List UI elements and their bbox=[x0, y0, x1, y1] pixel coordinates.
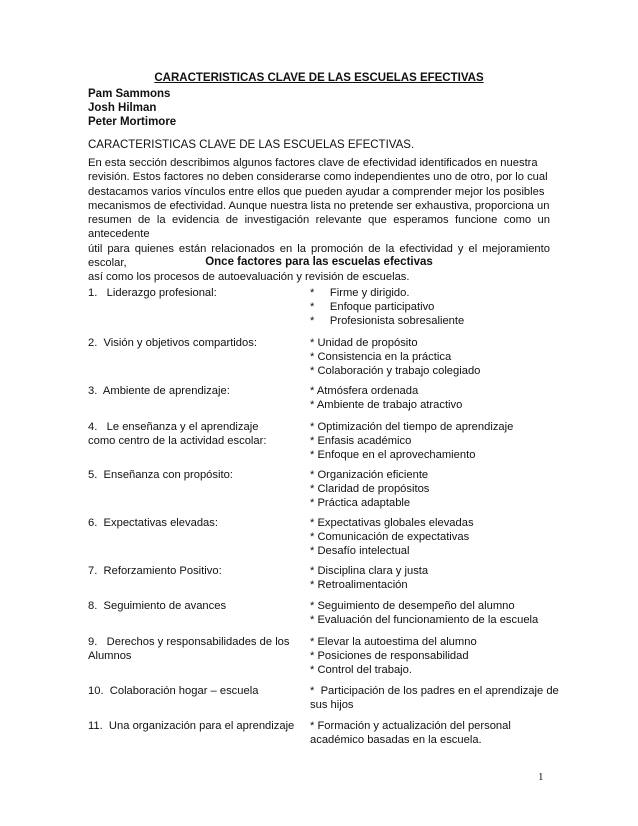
factor-item: * Elevar la autoestima del alumno bbox=[310, 636, 477, 648]
factor-item: * Seguimiento de desempeño del alumno bbox=[310, 600, 515, 612]
intro-line: resumen de la evidencia de investigación relevante que esperamos funcione como un antecedente bbox=[88, 214, 550, 241]
author-1: Pam Sammons bbox=[88, 88, 171, 100]
factor-items bbox=[310, 421, 550, 462]
factor-name bbox=[88, 287, 293, 301]
factor-item: * Ambiente de trabajo atractivo bbox=[310, 398, 463, 411]
factor-items bbox=[310, 469, 550, 510]
factor-item: * Control del trabajo. bbox=[310, 663, 412, 676]
factor-item: * Comunicación de expectativas bbox=[310, 530, 470, 543]
factor-name bbox=[88, 600, 293, 614]
factor-items bbox=[310, 600, 550, 628]
factor-name-line: 3. Ambiente de aprendizaje: bbox=[88, 385, 230, 397]
factor-name-line: 5. Enseñanza con propósito: bbox=[88, 469, 233, 481]
factor-items bbox=[310, 287, 550, 328]
page-number: 1 bbox=[538, 771, 544, 783]
factors-subtitle: Once factores para las escuelas efectivas bbox=[205, 256, 433, 268]
factor-item: * Desafío intelectual bbox=[310, 544, 410, 557]
factor-name bbox=[88, 469, 293, 483]
factor-name-line: 2. Visión y objetivos compartidos: bbox=[88, 337, 257, 349]
factor-item: * Enfoque participativo bbox=[310, 300, 435, 313]
factor-name-line: 6. Expectativas elevadas: bbox=[88, 517, 218, 529]
factor-name-line: 11. Una organización para el aprendizaje bbox=[88, 720, 295, 732]
document-title: CARACTERISTICAS CLAVE DE LAS ESCUELAS EFECTIVAS bbox=[154, 72, 484, 84]
factor-name-line: 7. Reforzamiento Positivo: bbox=[88, 565, 222, 577]
factor-item: * Evaluación del funcionamiento de la escuela bbox=[310, 613, 539, 626]
factor-items bbox=[310, 337, 550, 378]
factor-name bbox=[88, 565, 293, 579]
factor-item: * Enfasis académico bbox=[310, 434, 412, 447]
factor-name bbox=[88, 421, 293, 449]
factor-name-line: 4. Le enseñanza y el aprendizaje bbox=[88, 421, 259, 433]
factor-item: * Formación y actualización del personal bbox=[310, 720, 511, 732]
factor-item: * Disciplina clara y justa bbox=[310, 565, 429, 577]
factor-item: * Participación de los padres en el aprendizaje de bbox=[310, 685, 559, 697]
factor-name bbox=[88, 385, 293, 399]
factor-item: * Expectativas globales elevadas bbox=[310, 517, 474, 529]
factor-name bbox=[88, 636, 293, 664]
factor-name-line: Alumnos bbox=[88, 649, 132, 662]
factor-name-line: 10. Colaboración hogar – escuela bbox=[88, 685, 259, 697]
factor-items bbox=[310, 565, 550, 593]
author-3: Peter Mortimore bbox=[88, 116, 177, 128]
intro-line: En esta sección describimos algunos factores clave de efectividad identificados en nuestra bbox=[88, 157, 538, 169]
factor-item: académico basadas en la escuela. bbox=[310, 733, 482, 746]
intro-line: mecanismos de efectividad. Aunque nuestra lista no pretende ser exhaustiva, proporciona un bbox=[88, 199, 550, 212]
intro-line: revisión. Estos factores no deben considerarse como independientes uno de otro, por lo cual bbox=[88, 171, 548, 184]
factor-item: * Organización eficiente bbox=[310, 469, 429, 481]
factor-items bbox=[310, 385, 550, 413]
factor-items bbox=[310, 517, 550, 558]
factor-name bbox=[88, 337, 293, 351]
factor-item: sus hijos bbox=[310, 698, 354, 711]
factor-items bbox=[310, 636, 550, 677]
factor-item: * Unidad de propósito bbox=[310, 337, 418, 349]
factor-items bbox=[310, 720, 550, 748]
intro-line: útil para quienes están relacionados en la promoción de la efectividad y el mejoramiento escolar, bbox=[88, 242, 550, 270]
factor-item: * Atmósfera ordenada bbox=[310, 385, 419, 397]
factor-name bbox=[88, 517, 293, 531]
factor-item: * Colaboración y trabajo colegiado bbox=[310, 364, 481, 377]
factor-name-line: 8. Seguimiento de avances bbox=[88, 600, 227, 612]
factor-items bbox=[310, 685, 559, 713]
factor-name-line: 1. Liderazgo profesional: bbox=[88, 287, 217, 299]
factor-item: * Optimización del tiempo de aprendizaje bbox=[310, 421, 514, 433]
factor-item: * Enfoque en el aprovechamiento bbox=[310, 448, 476, 461]
factor-name-line: 9. Derechos y responsabilidades de los bbox=[88, 636, 290, 648]
factor-name-line: como centro de la actividad escolar: bbox=[88, 434, 267, 447]
factor-item: * Claridad de propósitos bbox=[310, 482, 430, 495]
factor-name bbox=[88, 720, 293, 734]
factor-item: * Retroalimentación bbox=[310, 578, 408, 591]
factor-item: * Firme y dirigido. bbox=[310, 287, 410, 299]
factor-item: * Consistencia en la práctica bbox=[310, 350, 452, 363]
factor-item: * Profesionista sobresaliente bbox=[310, 314, 465, 327]
section-heading: CARACTERISTICAS CLAVE DE LAS ESCUELAS EFECTIVAS. bbox=[88, 139, 415, 151]
intro-line: destacamos varios vínculos entre ellos que pueden ayudar a comprender mejor los posibles bbox=[88, 185, 545, 198]
factor-name bbox=[88, 685, 293, 699]
intro-line: así como los procesos de autoevaluación y revisión de escuelas. bbox=[88, 271, 410, 284]
author-2: Josh Hilman bbox=[88, 102, 157, 114]
factor-item: * Práctica adaptable bbox=[310, 496, 411, 509]
factor-item: * Posiciones de responsabilidad bbox=[310, 649, 469, 662]
